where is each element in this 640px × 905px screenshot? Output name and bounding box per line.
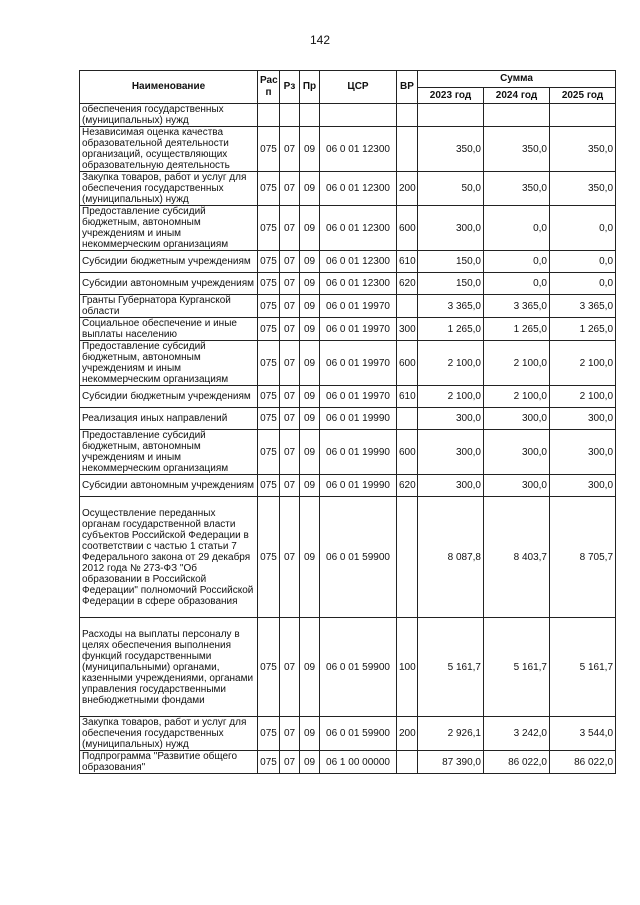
- header-2024: 2024 год: [484, 88, 550, 104]
- row-value-2025: 0,0: [550, 206, 616, 251]
- row-value-2023: 300,0: [418, 206, 484, 251]
- row-value-2023: 2 926,1: [418, 717, 484, 751]
- row-name: Субсидии бюджетным учреждениям: [80, 386, 258, 408]
- row-value-2023: 5 161,7: [418, 618, 484, 717]
- row-ras: 075: [258, 717, 280, 751]
- row-rz: 07: [280, 206, 300, 251]
- row-ras: 075: [258, 172, 280, 206]
- row-value-2024: 2 100,0: [484, 341, 550, 386]
- row-value-2025: 8 705,7: [550, 497, 616, 618]
- row-name: Социальное обеспечение и иные выплаты населению: [80, 318, 258, 341]
- row-csr: 06 0 01 19970: [320, 341, 397, 386]
- table-row: [80, 497, 616, 618]
- row-value-2025: 2 100,0: [550, 386, 616, 408]
- row-value-2024: 0,0: [484, 206, 550, 251]
- row-ras: 075: [258, 618, 280, 717]
- row-ras: 075: [258, 386, 280, 408]
- row-vr: [397, 497, 418, 618]
- header-2025: 2025 год: [550, 88, 616, 104]
- row-value-2025: 2 100,0: [550, 341, 616, 386]
- row-value-2025: 3 365,0: [550, 295, 616, 318]
- row-vr: 620: [397, 273, 418, 295]
- row-csr: 06 0 01 19970: [320, 386, 397, 408]
- row-name: Закупка товаров, работ и услуг для обеспечения государственных (муниципальных) нужд: [80, 172, 258, 206]
- row-value-2025: 350,0: [550, 172, 616, 206]
- row-value-2024: 300,0: [484, 475, 550, 497]
- table-row: [80, 251, 616, 273]
- row-value-2024: 3 365,0: [484, 295, 550, 318]
- row-rz: 07: [280, 475, 300, 497]
- row-ras: 075: [258, 497, 280, 618]
- row-vr: 600: [397, 430, 418, 475]
- table-row: [80, 386, 616, 408]
- table-row: [80, 172, 616, 206]
- row-vr: 620: [397, 475, 418, 497]
- row-value-2024: 3 242,0: [484, 717, 550, 751]
- row-vr: 600: [397, 341, 418, 386]
- row-csr: 06 0 01 19970: [320, 318, 397, 341]
- row-value-2023: 150,0: [418, 251, 484, 273]
- header-csr: ЦСР: [320, 71, 397, 104]
- table-row: [80, 430, 616, 475]
- row-value-2023: [418, 104, 484, 127]
- row-pr: 09: [300, 386, 320, 408]
- table-row: [80, 206, 616, 251]
- table-row: [80, 127, 616, 172]
- row-name: Предоставление субсидий бюджетным, автономным учреждениям и иным некоммерческим организациям: [80, 430, 258, 475]
- row-value-2024: 8 403,7: [484, 497, 550, 618]
- row-rz: 07: [280, 430, 300, 475]
- row-pr: 09: [300, 295, 320, 318]
- row-pr: 09: [300, 251, 320, 273]
- row-csr: 06 0 01 12300: [320, 172, 397, 206]
- row-pr: [300, 104, 320, 127]
- row-ras: 075: [258, 430, 280, 475]
- row-name: Субсидии автономным учреждениям: [80, 273, 258, 295]
- row-name: Расходы на выплаты персоналу в целях обеспечения выполнения функций государственными (муниципальными) органами, казенными учреждениями, органами управления государственными внебюджетными фондами: [80, 618, 258, 717]
- row-value-2024: [484, 104, 550, 127]
- row-rz: 07: [280, 341, 300, 386]
- row-rz: [280, 104, 300, 127]
- row-value-2023: 150,0: [418, 273, 484, 295]
- row-value-2023: 300,0: [418, 430, 484, 475]
- row-ras: 075: [258, 408, 280, 430]
- row-name: Реализация иных направлений: [80, 408, 258, 430]
- row-csr: 06 0 01 12300: [320, 127, 397, 172]
- row-value-2023: 8 087,8: [418, 497, 484, 618]
- row-name: Субсидии автономным учреждениям: [80, 475, 258, 497]
- row-ras: 075: [258, 273, 280, 295]
- row-rz: 07: [280, 497, 300, 618]
- table-row: [80, 751, 616, 774]
- row-value-2025: 5 161,7: [550, 618, 616, 717]
- row-pr: 09: [300, 127, 320, 172]
- header-name: Наименование: [80, 71, 258, 104]
- row-value-2023: 50,0: [418, 172, 484, 206]
- row-value-2025: 0,0: [550, 273, 616, 295]
- table-row: [80, 295, 616, 318]
- row-value-2024: 0,0: [484, 251, 550, 273]
- table-row: [80, 618, 616, 717]
- table-body: [80, 104, 616, 774]
- row-ras: 075: [258, 475, 280, 497]
- row-pr: 09: [300, 717, 320, 751]
- row-value-2023: 3 365,0: [418, 295, 484, 318]
- header-2023: 2023 год: [418, 88, 484, 104]
- row-rz: 07: [280, 751, 300, 774]
- row-pr: 09: [300, 273, 320, 295]
- table-row: [80, 104, 616, 127]
- row-vr: 600: [397, 206, 418, 251]
- row-ras: 075: [258, 295, 280, 318]
- row-ras: 075: [258, 206, 280, 251]
- row-value-2023: 2 100,0: [418, 341, 484, 386]
- row-ras: 075: [258, 251, 280, 273]
- table-row: [80, 717, 616, 751]
- row-name: Предоставление субсидий бюджетным, автономным учреждениям и иным некоммерческим организациям: [80, 341, 258, 386]
- row-value-2025: [550, 104, 616, 127]
- row-value-2023: 300,0: [418, 475, 484, 497]
- table-row: [80, 408, 616, 430]
- row-csr: 06 0 01 19990: [320, 430, 397, 475]
- row-ras: 075: [258, 751, 280, 774]
- row-value-2025: 3 544,0: [550, 717, 616, 751]
- row-pr: 09: [300, 430, 320, 475]
- row-name: Гранты Губернатора Курганской области: [80, 295, 258, 318]
- row-rz: 07: [280, 251, 300, 273]
- row-vr: 300: [397, 318, 418, 341]
- row-rz: 07: [280, 273, 300, 295]
- row-vr: 610: [397, 251, 418, 273]
- row-value-2024: 300,0: [484, 430, 550, 475]
- row-value-2024: 300,0: [484, 408, 550, 430]
- row-value-2023: 300,0: [418, 408, 484, 430]
- row-csr: 06 0 01 59900: [320, 497, 397, 618]
- row-csr: [320, 104, 397, 127]
- row-vr: 610: [397, 386, 418, 408]
- row-value-2025: 0,0: [550, 251, 616, 273]
- budget-table: [79, 70, 616, 774]
- row-value-2024: 86 022,0: [484, 751, 550, 774]
- row-csr: 06 0 01 12300: [320, 251, 397, 273]
- row-name: Субсидии бюджетным учреждениям: [80, 251, 258, 273]
- row-value-2025: 1 265,0: [550, 318, 616, 341]
- row-value-2023: 350,0: [418, 127, 484, 172]
- row-value-2025: 350,0: [550, 127, 616, 172]
- row-rz: 07: [280, 386, 300, 408]
- row-rz: 07: [280, 618, 300, 717]
- row-csr: 06 0 01 59900: [320, 618, 397, 717]
- row-value-2024: 0,0: [484, 273, 550, 295]
- row-name: Подпрограмма "Развитие общего образования": [80, 751, 258, 774]
- row-name: Независимая оценка качества образовательной деятельности организаций, осуществляющих образовательную деятельность: [80, 127, 258, 172]
- row-ras: 075: [258, 318, 280, 341]
- row-rz: 07: [280, 408, 300, 430]
- row-rz: 07: [280, 318, 300, 341]
- row-rz: 07: [280, 127, 300, 172]
- row-pr: 09: [300, 206, 320, 251]
- row-csr: 06 0 01 19990: [320, 408, 397, 430]
- row-value-2023: 87 390,0: [418, 751, 484, 774]
- row-rz: 07: [280, 717, 300, 751]
- row-value-2025: 300,0: [550, 430, 616, 475]
- row-csr: 06 1 00 00000: [320, 751, 397, 774]
- row-vr: 200: [397, 717, 418, 751]
- row-vr: [397, 751, 418, 774]
- row-name: Закупка товаров, работ и услуг для обеспечения государственных (муниципальных) нужд: [80, 717, 258, 751]
- row-value-2025: 300,0: [550, 475, 616, 497]
- row-vr: [397, 408, 418, 430]
- row-value-2024: 5 161,7: [484, 618, 550, 717]
- row-csr: 06 0 01 19970: [320, 295, 397, 318]
- row-value-2024: 1 265,0: [484, 318, 550, 341]
- row-name: обеспечения государственных (муниципальных) нужд: [80, 104, 258, 127]
- row-ras: 075: [258, 341, 280, 386]
- row-pr: 09: [300, 618, 320, 717]
- row-rz: 07: [280, 172, 300, 206]
- row-pr: 09: [300, 341, 320, 386]
- header-rz: Рз: [280, 71, 300, 104]
- page-number: 142: [309, 33, 331, 47]
- row-value-2024: 2 100,0: [484, 386, 550, 408]
- row-ras: 075: [258, 127, 280, 172]
- row-pr: 09: [300, 751, 320, 774]
- row-rz: 07: [280, 295, 300, 318]
- row-pr: 09: [300, 318, 320, 341]
- table-row: [80, 273, 616, 295]
- row-value-2024: 350,0: [484, 127, 550, 172]
- row-pr: 09: [300, 475, 320, 497]
- row-csr: 06 0 01 59900: [320, 717, 397, 751]
- row-value-2025: 86 022,0: [550, 751, 616, 774]
- row-name: Осуществление переданных органам государственной власти субъектов Российской Федерации в соответствии с частью 1 статьи 7 Федерального закона от 29 декабря 2012 года № 273-ФЗ "Об образовании в Российской Федерации" полномочий Российской Федерации в сфере образования: [80, 497, 258, 618]
- row-value-2023: 2 100,0: [418, 386, 484, 408]
- table-row: [80, 341, 616, 386]
- header-sum: Сумма: [418, 71, 616, 88]
- row-vr: [397, 295, 418, 318]
- header-pr: Пр: [300, 71, 320, 104]
- table-row: [80, 475, 616, 497]
- row-value-2024: 350,0: [484, 172, 550, 206]
- row-name: Предоставление субсидий бюджетным, автономным учреждениям и иным некоммерческим организациям: [80, 206, 258, 251]
- row-csr: 06 0 01 19990: [320, 475, 397, 497]
- row-pr: 09: [300, 172, 320, 206]
- row-value-2023: 1 265,0: [418, 318, 484, 341]
- table-row: [80, 318, 616, 341]
- header-vr: ВР: [397, 71, 418, 104]
- row-pr: 09: [300, 408, 320, 430]
- row-vr: 100: [397, 618, 418, 717]
- row-value-2025: 300,0: [550, 408, 616, 430]
- row-csr: 06 0 01 12300: [320, 273, 397, 295]
- row-pr: 09: [300, 497, 320, 618]
- row-vr: 200: [397, 172, 418, 206]
- row-vr: [397, 127, 418, 172]
- header-ras: Рас п: [258, 71, 280, 104]
- row-ras: [258, 104, 280, 127]
- row-vr: [397, 104, 418, 127]
- row-csr: 06 0 01 12300: [320, 206, 397, 251]
